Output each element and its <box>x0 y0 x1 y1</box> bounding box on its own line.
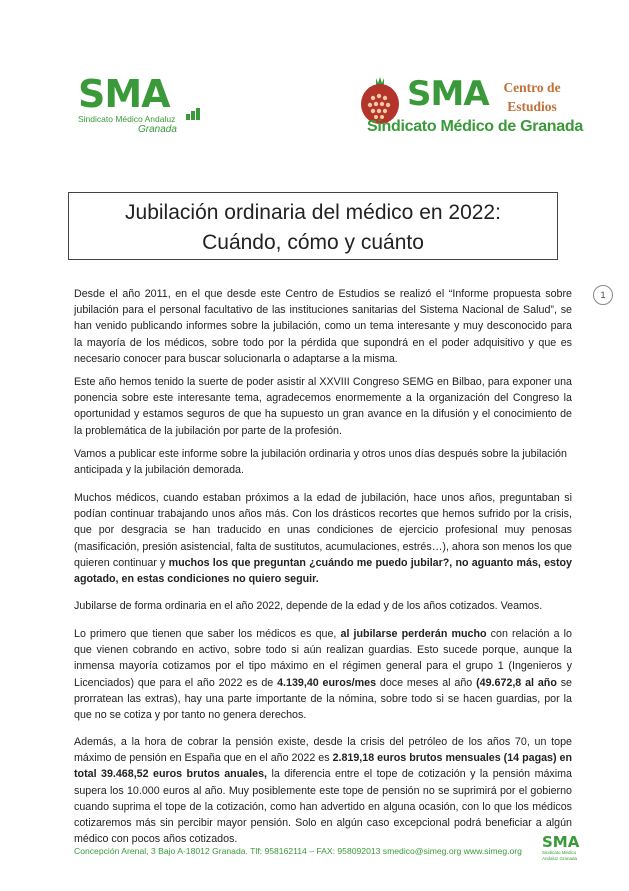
logo-bars-graphic <box>186 102 201 120</box>
document-title-box <box>68 192 558 260</box>
footer-logo-mark: SMA <box>542 833 580 851</box>
p6-text-a: Lo primero que tienen que saber los médicos es que, <box>74 628 341 640</box>
title-line2: Cuándo, cómo y cuánto <box>202 231 424 254</box>
paragraph-lo-primero <box>74 626 572 723</box>
centro-estudios-logo <box>357 74 583 144</box>
org-name: Sindicato Médico de Granada <box>367 118 583 135</box>
centro-line2: Estudios <box>507 99 557 114</box>
p6-bold-b: 4.139,40 euros/mes <box>277 676 377 689</box>
logo-mark: SMA <box>407 74 489 114</box>
p6-text-c: doce meses al año <box>376 676 477 689</box>
p6-text-d: se prorratean las extras), hay una parte importante de la nómina, sobre todo si se hacen guardias, por la que no se cotiza y por tanto no genera derechos. <box>74 676 572 722</box>
paragraph-publicar: Vamos a publicar este informe sobre la jubilación ordinaria y otros unos días después sobre la jubilación anticipada y la jubilación demorada. <box>74 448 567 477</box>
centro-estudios-label <box>492 78 572 116</box>
centro-line1: Centro de <box>503 80 561 95</box>
footer-logo <box>542 834 592 864</box>
p4-text: Muchos médicos, cuando estaban próximos a la edad de jubilación, hace unos años, preguntaban si podían continuar trabajando unos años más. Con los drásticos recortes que hemos sufrido por la crisis, que por desgracia se han traducido en unas condiciones de ejercicio profesional muy penosas (masificación, presión asistencial, falta de sustitutos, acumulaciones, estrés…), ahora son menos los que quieren continuar y <box>74 492 572 569</box>
paragraph-jubilarse: Jubilarse de forma ordinaria en el año 2022, depende de la edad y de los años cotizados. Veamos. <box>74 600 543 612</box>
p4-bold: muchos los que preguntan ¿cuándo me puedo jubilar?, no aguanto más, estoy agotado, en estas condiciones no quiero seguir. <box>74 556 572 586</box>
logo-mark: SMA <box>78 72 170 116</box>
paragraph-muchos-medicos <box>74 490 572 587</box>
paragraph-intro: Desde el año 2011, en el que desde este Centro de Estudios se realizó el “Informe propuesta sobre jubilación para el personal facultativo de las instituciones sanitarias del Sistema Nacional de Salud”, se han venido publicando informes sobre la jubilación, como un tema interesante y muy desconocido para la mayoría de los médicos, sobre todo por la pérdida que supondrá en el poder adquisitivo y que es necesario conocer para buscar solucionarla o adaptarse a la misma. <box>74 288 572 365</box>
p7-text-a: Además, a la hora de cobrar la pensión existe, desde la crisis del petróleo de los años 70, un tope máximo de pensión en España que en el año 2022 es <box>74 736 572 765</box>
p7-bold: 2.819,18 euros brutos mensuales (14 pagas) en total 39.468,52 euros brutos anuales, <box>74 752 572 781</box>
logo-org-name: Sindicato Médico Andaluz <box>78 114 176 124</box>
p6-bold-c: (49.672,8 al año <box>476 676 557 689</box>
footer-logo-sub: Sindicato Médico Andaluz Granada <box>542 850 578 861</box>
sma-andaluz-logo <box>78 74 208 144</box>
p6-bold-a: al jubilarse perderán mucho <box>340 628 487 640</box>
footer-contact: Concepción Arenal, 3 Bajo A-18012 Granada. Tlf: 958162114 – FAX: 958092013 smedico@simeg.org www.simeg.org <box>74 846 522 856</box>
p7-text-b: la diferencia entre el tope de cotización y la pensión máxima supera los 10.000 euros al año. Muy posiblemente este tope de pensión no se suprimirá por el gobierno cuando suprima el tope de la cotización, como han advertido en alguna ocasión, con lo que los médicos cotizaremos más sin percibir mayor pensión. Solo en algún caso excepcional podrá beneficiar a algún médico con pocos años cotizados. <box>74 768 572 846</box>
p6-text-b: con relación a lo que vienen cobrando en activo, sobre todo si aún realizan guardias. Esto sucede porque, aunque la inmensa mayoría cotizamos por el tipo máximo en el régimen general para el grupo 1 (Ingenieros y Licenciados) que para el año 2022 es de <box>74 628 572 689</box>
logo-city: Granada <box>138 124 177 135</box>
title-line1: Jubilación ordinaria del médico en 2022: <box>125 201 501 224</box>
paragraph-congreso: Este año hemos tenido la suerte de poder asistir al XXVIII Congreso SEMG en Bilbao, para exponer una ponencia sobre este interesante tema, agradecemos enormemente a la organización del Congreso la oportunidad y estamos seguros de que ha supuesto un gran avance en la difusión y el conocimiento de la problemática de la jubilación por parte de la profesión. <box>74 376 572 437</box>
page-number-badge: 1 <box>593 285 613 305</box>
paragraph-ademas <box>74 734 572 847</box>
